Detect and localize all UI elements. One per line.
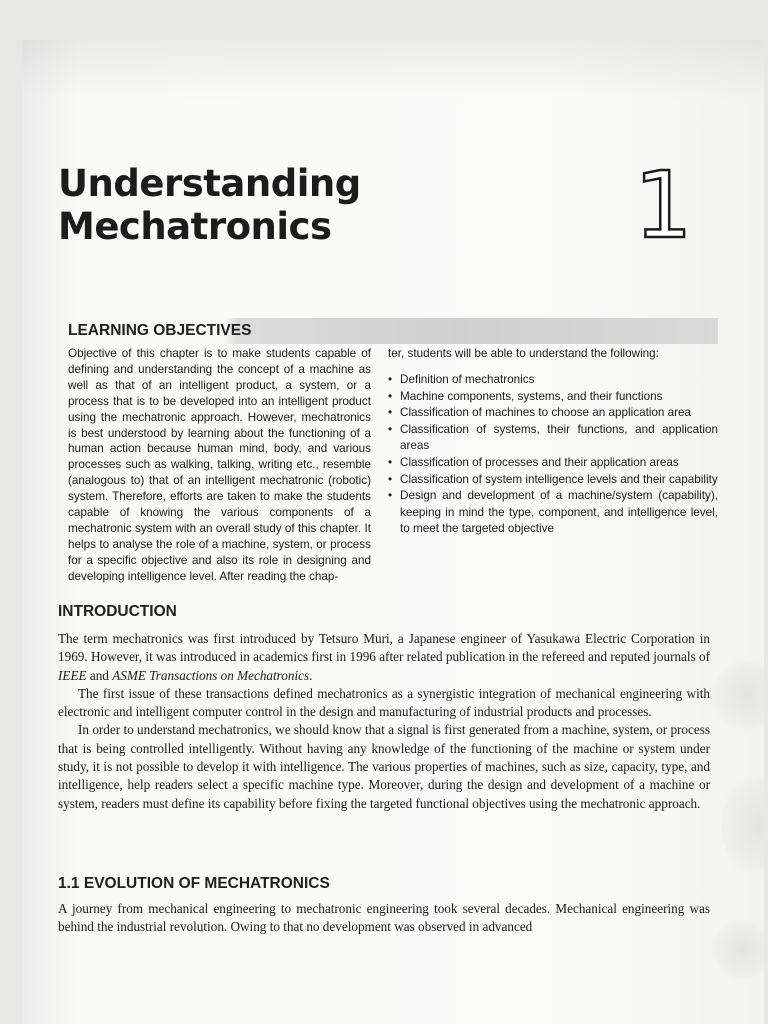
chapter-title-line-2: Mechatronics [58,205,332,248]
list-item: • Design and development of a machine/system (capability), keeping in mind the type, component, and intelligence level, to meet the targeted objective [388,489,718,536]
decorative-gear-icon [712,660,764,730]
list-item: • Machine components, systems, and their functions [388,389,718,406]
bullet-icon: • [388,455,393,469]
decorative-gear-icon [722,770,764,880]
introduction-body [58,630,710,813]
introduction-paragraph-3: In order to understand mechatronics, we should know that a signal is first generated from a machine, system, or process that is being controlled intelligently. Without having any knowledge of the functioning of the machine or system under study, it is not possible to develop it with intelligence. The various properties of machines, such as size, capacity, type, and intelligence, help readers select a specific machine type. Moreover, during the design and development of a machine or system, readers must define its capability before fixing the targeted functional objectives using the mechatronic approach. [58,722,710,811]
book-page [22,40,764,1024]
introduction-paragraph-2: The first issue of these transactions defined mechatronics as a synergistic integration of mechanical engineering with electronic and intelligent computer control in the design and manufacturing of industrial products and processes. [58,685,710,720]
decorative-gear-icon [712,920,764,980]
learning-objectives-continuation: ter, students will be able to understand the following: [388,347,659,360]
section-1-1-paragraph: A journey from mechanical engineering to mechatronic engineering took several decades. Mechanical engineering was behind the industrial revolution. Owing to that no development was observed in advanced [58,901,710,935]
bullet-icon: • [388,373,393,386]
section-1-1-body [58,900,710,937]
learning-objectives-heading: LEARNING OBJECTIVES [68,318,718,344]
list-item: • Definition of mechatronics [388,372,718,389]
introduction-heading: INTRODUCTION [58,603,177,620]
bullet-icon: • [388,422,393,436]
chapter-title-line-1: Understanding [58,162,361,205]
list-item: • Classification of systems, their functions, and application areas [388,422,718,453]
learning-objectives-list [388,372,718,538]
learning-objectives-paragraph: Objective of this chapter is to make students capable of defining and understanding the concept of a machine as well as that of an intelligent product, a system, or a process that is to be developed into an intelligent product using the mechatronic approach. However, mechatronics is best understood by learning about the functioning of a human action because human mind, body, and various processes such as walking, talking, writing etc., resemble (analogous to) that of an intelligent mechatronic (robotic) system. Therefore, efforts are taken to make the students capable of knowing the various components of a mechatronic system with an overall study of this chapter. It helps to analyse the role of a machine, system, or process for a specific objective and also its role in designing and developing intelligence level. After reading the chap- [68,347,371,583]
chapter-number: 1 [634,152,693,259]
journal-name: IEEE [58,667,87,683]
list-item: • Classification of machines to choose an application area [388,405,718,422]
introduction-paragraph-1: The term mechatronics was first introduced by Tetsuro Muri, a Japanese engineer of Yasukawa Electric Corporation in 1969. However, it was introduced in academics first in 1996 after related publication in the refereed and reputed journals of IEEE and ASME Transactions on Mechatronics. [58,631,710,683]
bullet-icon: • [388,389,393,403]
bullet-icon: • [388,472,393,486]
bullet-icon: • [388,489,393,503]
list-item: • Classification of processes and their application areas [388,455,718,472]
list-item: • Classification of system intelligence levels and their capability [388,472,718,489]
chapter-title [58,162,361,248]
bullet-icon: • [388,406,393,420]
section-1-1-heading: 1.1 EVOLUTION OF MECHATRONICS [58,875,330,892]
journal-name: ASME Transactions on Mechatronics [112,667,310,683]
